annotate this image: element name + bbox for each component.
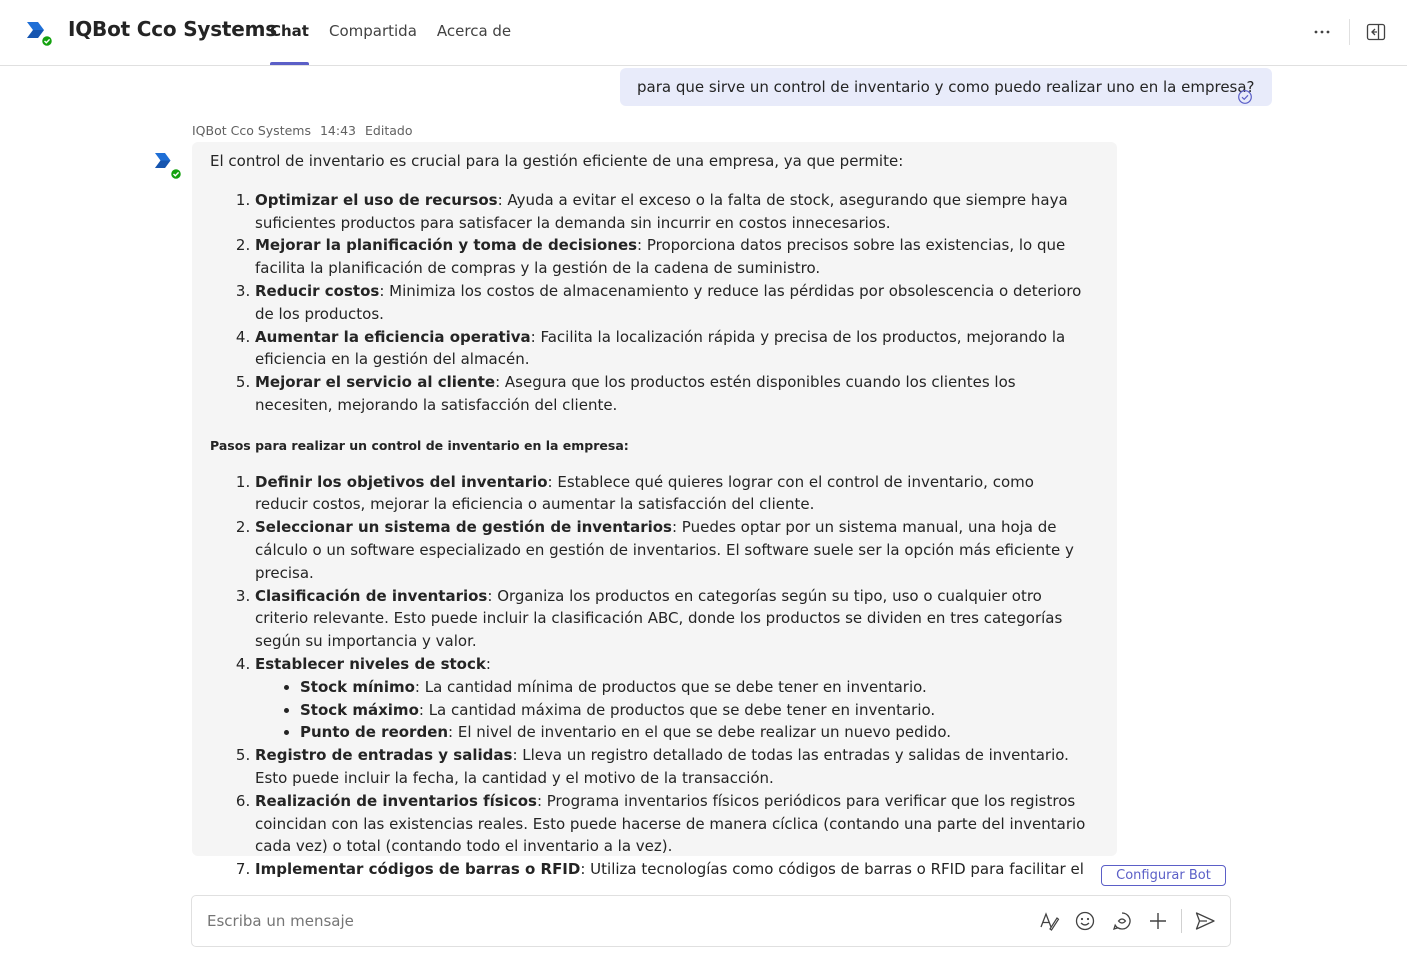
tab-chat[interactable]: Chat [270, 0, 309, 65]
edited-label: Editado [365, 123, 413, 138]
list-item: 1. Definir los objetivos del inventario: Establece qué quieres lograr con el control de inventario, como reducir costos, mejorar la eficiencia o aumentar la satisfacción del cliente. [255, 471, 1087, 517]
list-item: 5. Mejorar el servicio al cliente: Asegura que los productos estén disponibles cuando los clientes los necesiten, mejorando la satisfacción del cliente. [255, 371, 1087, 417]
stock-levels-sublist [255, 676, 1087, 744]
read-receipt-icon [1237, 89, 1253, 105]
compose-box[interactable] [191, 895, 1231, 947]
side-panel-icon[interactable] [1364, 20, 1388, 44]
list-item: 5. Registro de entradas y salidas: Lleva un registro detallado de todas las entradas y salidas de inventario. Esto puede incluir la fecha, la cantidad y el motivo de la transacción. [255, 744, 1087, 790]
steps-list [210, 471, 1087, 881]
app-logo-icon [25, 19, 53, 47]
tab-acerca-de[interactable]: Acerca de [436, 22, 512, 40]
tab-compartida[interactable]: Compartida [328, 22, 417, 40]
add-icon[interactable] [1146, 909, 1170, 933]
loop-icon[interactable] [1110, 909, 1134, 933]
bot-sender-name: IQBot Cco Systems [192, 123, 311, 138]
bot-message[interactable] [192, 142, 1117, 879]
sublist-item: • Punto de reorden: El nivel de inventario en el que se debe realizar un nuevo pedido. [300, 721, 1087, 744]
list-item: 4. Establecer niveles de stock: • Stock mínimo: La cantidad mínima de productos que se debe tener en inventario. • Stock máximo: La cantidad máxima de productos que se debe tener en inventario. • Punto de reorden: El nivel de inventario en el que se debe realizar un nuevo pedido. [255, 653, 1087, 744]
configure-bot-button[interactable]: Configurar Bot [1101, 865, 1226, 886]
bot-intro: El control de inventario es crucial para la gestión eficiente de una empresa, ya que permite: [210, 152, 904, 170]
more-options-icon[interactable] [1310, 20, 1334, 44]
bot-message-time: 14:43 [319, 123, 357, 138]
list-item: 6. Realización de inventarios físicos: Programa inventarios físicos periódicos para verificar que los registros coincidan con las existencias reales. Esto puede hacerse de manera cíclica (contando una parte del inventario cada vez) o total (contando todo el inventario a la vez). [255, 790, 1087, 858]
user-message[interactable]: para que sirve un control de inventario y como puedo realizar uno en la empresa? [620, 68, 1272, 106]
benefits-list [210, 189, 1087, 417]
app-header [0, 0, 1407, 66]
emoji-icon[interactable] [1073, 909, 1097, 933]
app-title: IQBot Cco Systems [68, 17, 278, 41]
list-item: 3. Reducir costos: Minimiza los costos de almacenamiento y reduce las pérdidas por obsolescencia o deterioro de los productos. [255, 280, 1087, 326]
list-item: 2. Mejorar la planificación y toma de decisiones: Proporciona datos precisos sobre las existencias, lo que facilita la planificación de compras y la gestión de la cadena de suministro. [255, 234, 1087, 280]
bot-message-content [192, 142, 1117, 881]
list-item: 4. Aumentar la eficiencia operativa: Facilita la localización rápida y precisa de los productos, mejorando la eficiencia en la gestión del almacén. [255, 326, 1087, 372]
steps-heading: Pasos para realizar un control de inventario en la empresa: [210, 437, 629, 453]
message-input[interactable] [207, 896, 987, 946]
send-icon[interactable] [1193, 909, 1217, 933]
list-item: 2. Seleccionar un sistema de gestión de inventarios: Puedes optar por un sistema manual, una hoja de cálculo o un software especializado en gestión de inventarios. El software suele ser la opción más eficiente y precisa. [255, 516, 1087, 584]
list-item: 7. Implementar códigos de barras o RFID: Utiliza tecnologías como códigos de barras o RFID para facilitar el [255, 858, 1087, 881]
header-divider [1349, 19, 1350, 45]
bot-message-meta [192, 123, 421, 138]
tab-bar [270, 0, 531, 65]
sublist-item: • Stock mínimo: La cantidad mínima de productos que se debe tener en inventario. [300, 676, 1087, 699]
list-item: 1. Optimizar el uso de recursos: Ayuda a evitar el exceso o la falta de stock, asegurando que siempre haya suficientes productos para satisfacer la demanda sin incurrir en costos innecesarios. [255, 189, 1087, 235]
sublist-item: • Stock máximo: La cantidad máxima de productos que se debe tener en inventario. [300, 699, 1087, 722]
bot-avatar-icon[interactable] [153, 151, 183, 181]
list-item: 3. Clasificación de inventarios: Organiza los productos en categorías según su tipo, uso o cualquier otro criterio relevante. Esto puede incluir la clasificación ABC, donde los productos se dividen en tres categorías según su importancia y valor. [255, 585, 1087, 653]
format-icon[interactable] [1037, 909, 1061, 933]
compose-divider [1181, 909, 1182, 933]
